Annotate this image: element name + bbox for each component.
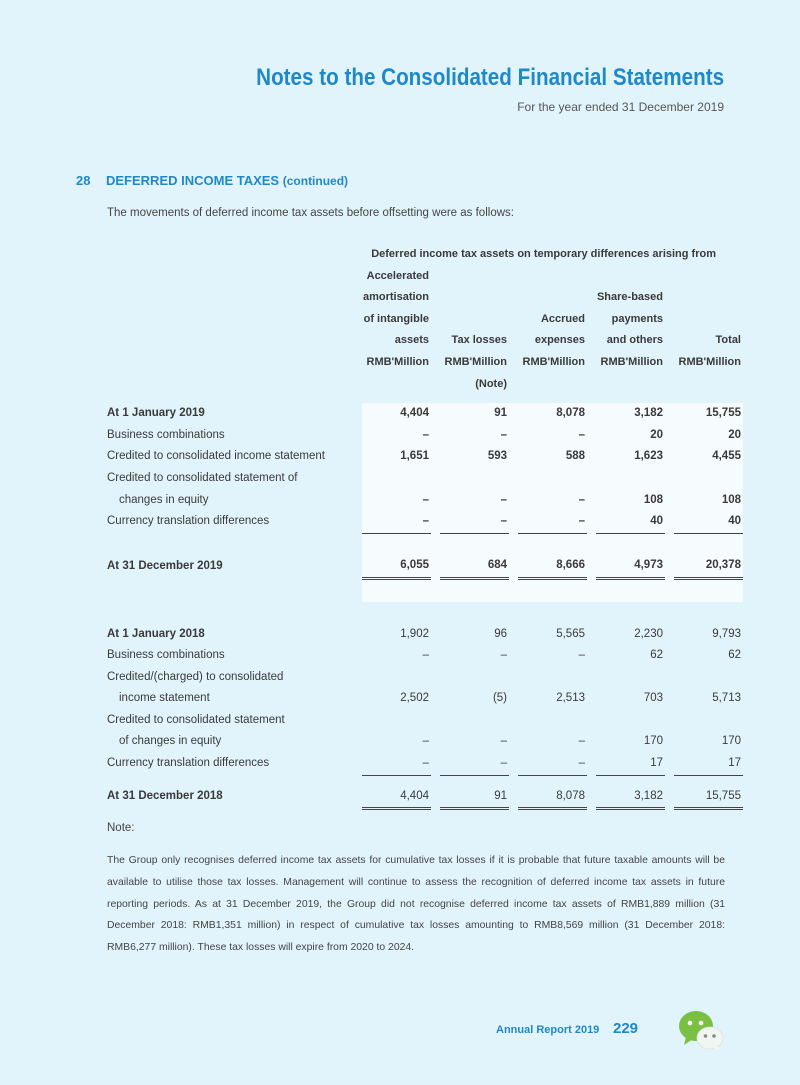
cell: – — [362, 753, 431, 775]
cell: 40 — [596, 511, 665, 533]
section-heading — [76, 173, 348, 188]
row-label: Credited to consolidated income statement — [107, 450, 325, 463]
cell: – — [578, 649, 585, 662]
cell: 108 — [674, 490, 743, 512]
cell: – — [440, 511, 509, 533]
cell: 40 — [674, 511, 743, 533]
cell: 4,973 — [596, 555, 665, 578]
note-text: The Group only recognises deferred income tax assets for cumulative tax losses if it is probable that future taxable amounts will be available to utilise those tax losses. Management will continue to assess the recognition of deferred income tax assets in future reporting periods. As at 31 December 2019, the Group did not recognise deferred income tax assets of RMB1,889 million (31 December 2018: RMB1,351 million) in respect of cumulative tax losses amounting to RMB8,569 million (31 December 2018: RMB6,277 million). These tax losses will expire from 2020 to 2024. — [107, 855, 725, 954]
row-label: Business combinations — [107, 428, 225, 441]
cell: – — [362, 511, 431, 533]
col-header-line — [518, 266, 587, 288]
row-label: Business combinations — [107, 649, 225, 662]
col-unit: RMB'Million — [366, 355, 429, 368]
cell: 3,182 — [596, 403, 665, 425]
cell: – — [578, 735, 585, 748]
section-title: DEFERRED INCOME TAXES — [106, 173, 280, 188]
cell: – — [500, 735, 507, 748]
cell: – — [440, 753, 509, 775]
col-header-line: Accrued — [540, 312, 585, 325]
col-header-line — [674, 287, 743, 309]
cell: – — [518, 425, 587, 447]
cell: 91 — [440, 403, 509, 425]
cell: 15,755 — [674, 403, 743, 425]
col-header-line: Tax losses — [451, 334, 507, 347]
col-unit: RMB'Million — [600, 355, 663, 368]
row-label: income statement — [119, 692, 210, 705]
row-label: At 1 January 2019 — [107, 407, 205, 420]
col-unit: RMB'Million — [444, 355, 507, 368]
cell: 3,182 — [596, 786, 665, 809]
cell: 6,055 — [362, 555, 431, 578]
cell: – — [518, 753, 587, 775]
col-header-line: payments — [611, 312, 663, 325]
cell: 588 — [518, 446, 587, 468]
footer-report-label: Annual Report 2019 — [496, 1024, 600, 1036]
page-title: Notes to the Consolidated Financial Statements — [256, 64, 724, 91]
wechat-logo-icon — [678, 1008, 724, 1052]
cell: 8,078 — [518, 403, 587, 425]
cell: – — [518, 511, 587, 533]
cell: 62 — [650, 649, 663, 662]
cell: 108 — [596, 490, 665, 512]
cell: 1,623 — [596, 446, 665, 468]
cell: 91 — [440, 786, 509, 809]
col-header-line — [518, 287, 587, 309]
col-header-line: Share-based — [596, 291, 663, 304]
cell: 9,793 — [712, 627, 741, 640]
row-label: Currency translation differences — [107, 757, 270, 770]
group-header: Deferred income tax assets on temporary differences arising from — [371, 248, 716, 260]
page-subtitle: For the year ended 31 December 2019 — [517, 100, 724, 114]
col-header-line — [596, 266, 665, 288]
cell: 593 — [440, 446, 509, 468]
col-header-line — [674, 266, 743, 288]
row-label: Credited to consolidated statement of — [107, 471, 298, 484]
cell: – — [500, 649, 507, 662]
cell: – — [440, 490, 509, 512]
cell: 4,455 — [674, 446, 743, 468]
col-unit: RMB'Million — [522, 355, 585, 368]
cell: – — [362, 490, 431, 512]
cell: 5,565 — [556, 627, 585, 640]
cell: – — [518, 490, 587, 512]
cell: – — [422, 649, 429, 662]
cell: 170 — [721, 735, 741, 748]
cell: 2,230 — [634, 627, 663, 640]
row-label: At 1 January 2018 — [107, 627, 205, 640]
cell: 20 — [596, 425, 665, 447]
cell: 703 — [643, 692, 663, 705]
col-header-line: amortisation — [362, 291, 429, 304]
cell: 5,713 — [712, 692, 741, 705]
cell: 62 — [728, 649, 741, 662]
section-continued: (continued) — [282, 174, 349, 188]
col-header-line — [440, 266, 509, 288]
cell: – — [362, 425, 431, 447]
cell: 4,404 — [362, 786, 431, 809]
cell: 684 — [440, 555, 509, 578]
row-label: At 31 December 2019 — [107, 560, 223, 573]
cell: 2,502 — [400, 692, 429, 705]
col-header-line: Total — [715, 334, 741, 347]
cell: – — [422, 735, 429, 748]
cell: 1,651 — [362, 446, 431, 468]
cell: 20 — [674, 425, 743, 447]
col-header-line: Accelerated — [366, 269, 429, 282]
col-note: (Note) — [475, 377, 507, 390]
cell: 20,378 — [674, 555, 743, 578]
row-label: of changes in equity — [119, 735, 222, 748]
col-unit: RMB'Million — [678, 355, 741, 368]
col-header-line — [440, 309, 509, 331]
col-header-line — [674, 309, 743, 331]
cell: 96 — [494, 627, 507, 640]
cell: 15,755 — [674, 786, 743, 809]
cell: 2,513 — [556, 692, 585, 705]
deferred-tax-table — [104, 244, 743, 810]
cell: 4,404 — [362, 403, 431, 425]
cell: 170 — [643, 735, 663, 748]
page-number: 229 — [613, 1020, 639, 1037]
cell: 17 — [596, 753, 665, 775]
note-label: Note: — [107, 822, 135, 834]
row-label: Credited/(charged) to consolidated — [107, 670, 284, 683]
cell: 8,666 — [518, 555, 587, 578]
cell: (5) — [492, 692, 507, 705]
row-label: changes in equity — [119, 493, 209, 506]
cell: 17 — [674, 753, 743, 775]
col-header-line: expenses — [534, 334, 585, 347]
col-header-line: and others — [606, 334, 663, 347]
row-label: Credited to consolidated statement — [107, 713, 285, 726]
row-label: Currency translation differences — [107, 515, 270, 528]
cell: 1,902 — [400, 627, 429, 640]
section-intro: The movements of deferred income tax assets before offsetting were as follows: — [107, 207, 514, 219]
cell: – — [440, 425, 509, 447]
cell: 8,078 — [518, 786, 587, 809]
col-header-line: of intangible — [363, 312, 429, 325]
col-header-line: assets — [394, 334, 429, 347]
row-label: At 31 December 2018 — [107, 790, 223, 803]
col-header-line — [440, 287, 509, 309]
section-number: 28 — [76, 173, 91, 188]
